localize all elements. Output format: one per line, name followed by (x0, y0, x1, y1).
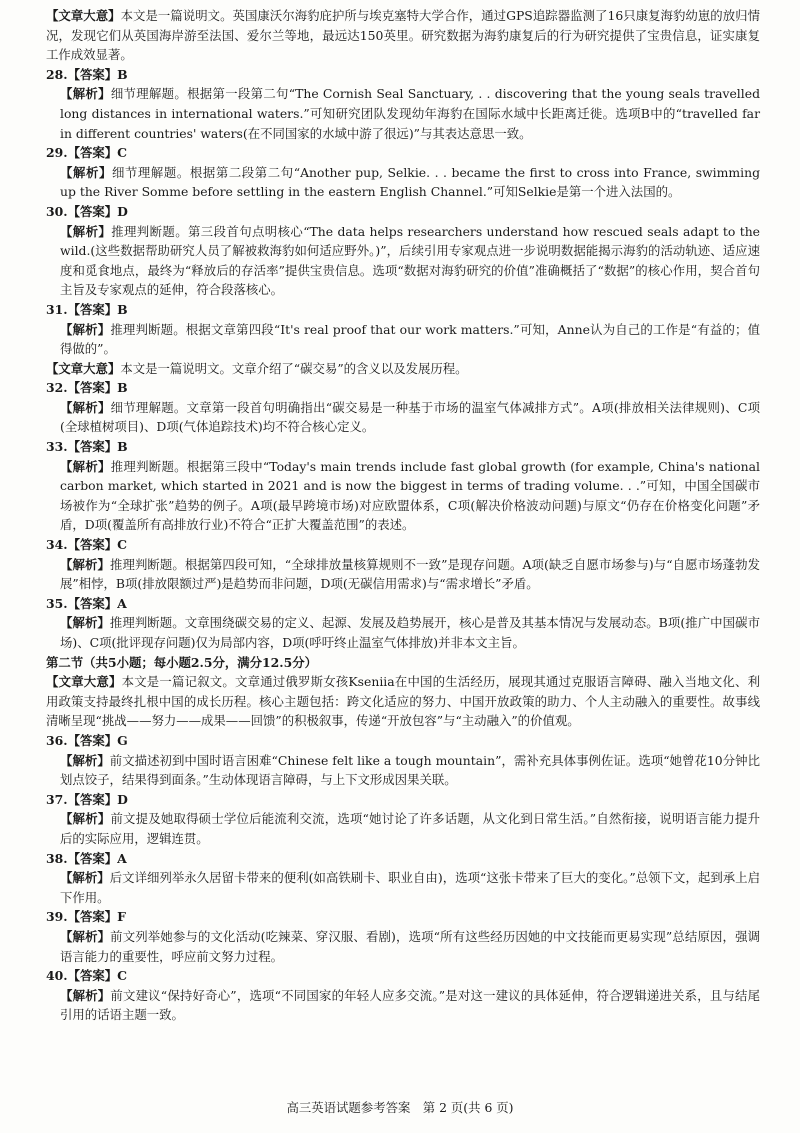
question-32: 32.【答案】B 【解析】细节理解题。文章第一段首句明确指出“碳交易是一种基于市场的温室气体减排方式”。A项(排放相关法律规则)、C项(全球植树项目)、D项(气体追踪技术)均不符合核心定义。 (46, 380, 761, 435)
question-34: 34.【答案】C 【解析】推理判断题。根据第四段可知，“全球排放量核算规则不一致”是现存问题。A项(缺乏自愿市场参与)与“自愿市场蓬勃发展”相悖，B项(排放限额过严)是趋势而非问题，D项(无碳信用需求)与“需求增长”矛盾。 (46, 537, 761, 592)
passage-summary: 【文章大意】本文是一篇说明文。文章介绍了“碳交易”的含义以及发展历程。 (46, 360, 468, 376)
question-35: 35.【答案】A 【解析】推理判断题。文章围绕碳交易的定义、起源、发展及趋势展开，核心是普及其基本情况与发展动态。B项(推广中国碳市场)、C项(批评现存问题)仅为局部内容，D项(呼吁终止温室气体排放)并非本文主旨。 (46, 595, 760, 650)
question-30: 30.【答案】D 【解析】推理判断题。第三段首句点明核心“The data helps researchers understand how rescued seals adapt to the wild.(这些数据帮助研究人员了解被救海豹如何适应野外。)”，后续引用专家观点进一步说明数据能揭示海豹的活动轨迹、适应速度和觅食地点，最终为“释放后的存活率”提供宝贵信息。选项“数据对海豹研究的价值”准确概括了“数据”的核心作用，契合首句主旨及专家观点的延伸，符合段落核心。 (46, 203, 761, 298)
question-36: 36.【答案】G 【解析】前文描述初到中国时语言困难“Chinese felt like a tough mountain”，需补充具体事例佐证。选项“她曾花10分钟比划点饺子，结果得到面条。”生动体现语言障碍，与上下文形成因果关联。 (46, 732, 761, 788)
page-footer: 高三英语试题参考答案 第 2 页(共 6 页) (286, 1100, 514, 1115)
question-37: 37.【答案】D 【解析】前文提及她取得硕士学位后能流利交流，选项“她讨论了许多话题，从文化到日常生活。”自然衔接，说明语言能力提升后的实际应用，逻辑连贯。 (46, 791, 761, 846)
question-40: 40.【答案】C 【解析】前文建议“保持好奇心”，选项“不同国家的年轻人应多交流。”是对这一建议的具体延伸，符合逻辑递进关系，且与结尾引用的话语主题一致。 (46, 968, 760, 1023)
question-39: 39.【答案】F 【解析】前文列举她参与的文化活动(吃辣菜、穿汉服、看剧)，选项“所有这些经历因她的中文技能而更易实现”总结原因，强调语言能力的重要性，呼应前文努力过程。 (46, 909, 761, 964)
question-31: 31.【答案】B 【解析】推理判断题。根据文章第四段“It's real proof that our work matters.”可知，Anne认为自己的工作是“有益的；值得做的”。 (46, 301, 760, 357)
passage-summary: 【文章大意】本文是一篇说明文。英国康沃尔海豹庇护所与埃克塞特大学合作，通过GPS追踪器监测了16只康复海豹幼崽的放归情况，发现它们从英国海岸游至法国、爱尔兰等地，最远达150英里。研究数据为海豹康复后的行为研究提供了宝贵信息，证实康复工作成效显著。 (46, 8, 760, 63)
question-29: 29.【答案】C 【解析】细节理解题。根据第二段第二句“Another pup, Selkie. . . became the first to cross into France, swimming up the River Somme before settling in the eastern English Channel.”可知Selkie是第一个进入法国的。 (46, 145, 761, 200)
question-38: 38.【答案】A 【解析】后文详细列举永久居留卡带来的便利(如高铁刷卡、职业自由)，选项“这张卡带来了巨大的变化。”总领下文，起到承上启下作用。 (46, 850, 761, 905)
section-heading: 第二节（共5小题；每小题2.5分，满分12.5分） (46, 654, 317, 670)
question-28: 28.【答案】B 【解析】细节理解题。根据第一段第二句“The Cornish Seal Sanctuary, . . discovering that the young seals travelled long distances in international waters.”可知研究团队发现幼年海豹在国际水域中长距离迁徙。选项B中的“travelled far in different countries' waters(在不同国家的水域中游了很远)”与其表达意思一致。 (46, 66, 760, 141)
passage-summary: 【文章大意】本文是一篇记叙文。文章通过俄罗斯女孩Kseniia在中国的生活经历，展现其通过克服语言障碍、融入当地文化、利用政策支持最终扎根中国的成长历程。核心主题包括：跨文化适应的努力、中国开放政策的助力、个人主动融入的重要性。故事线清晰呈现“挑战——努力——成果——回馈”的积极叙事，传递“开放包容”与“主动融入”的价值观。 (46, 674, 761, 729)
question-33: 33.【答案】B 【解析】推理判断题。根据第三段中“Today's main trends include fast global growth (for example, China's national carbon market, which started in 2021 and is now the biggest in terms of trading volume. . .”可知，中国全国碳市场被作为“全球扩张”趋势的例子。A项(最早跨境市场)对应欧盟体系，C项(解决价格波动问题)与原文“仍存在价格变化问题”矛盾，D项(覆盖所有高排放行业)不符合“正扩大覆盖范围”的表述。 (46, 439, 760, 533)
